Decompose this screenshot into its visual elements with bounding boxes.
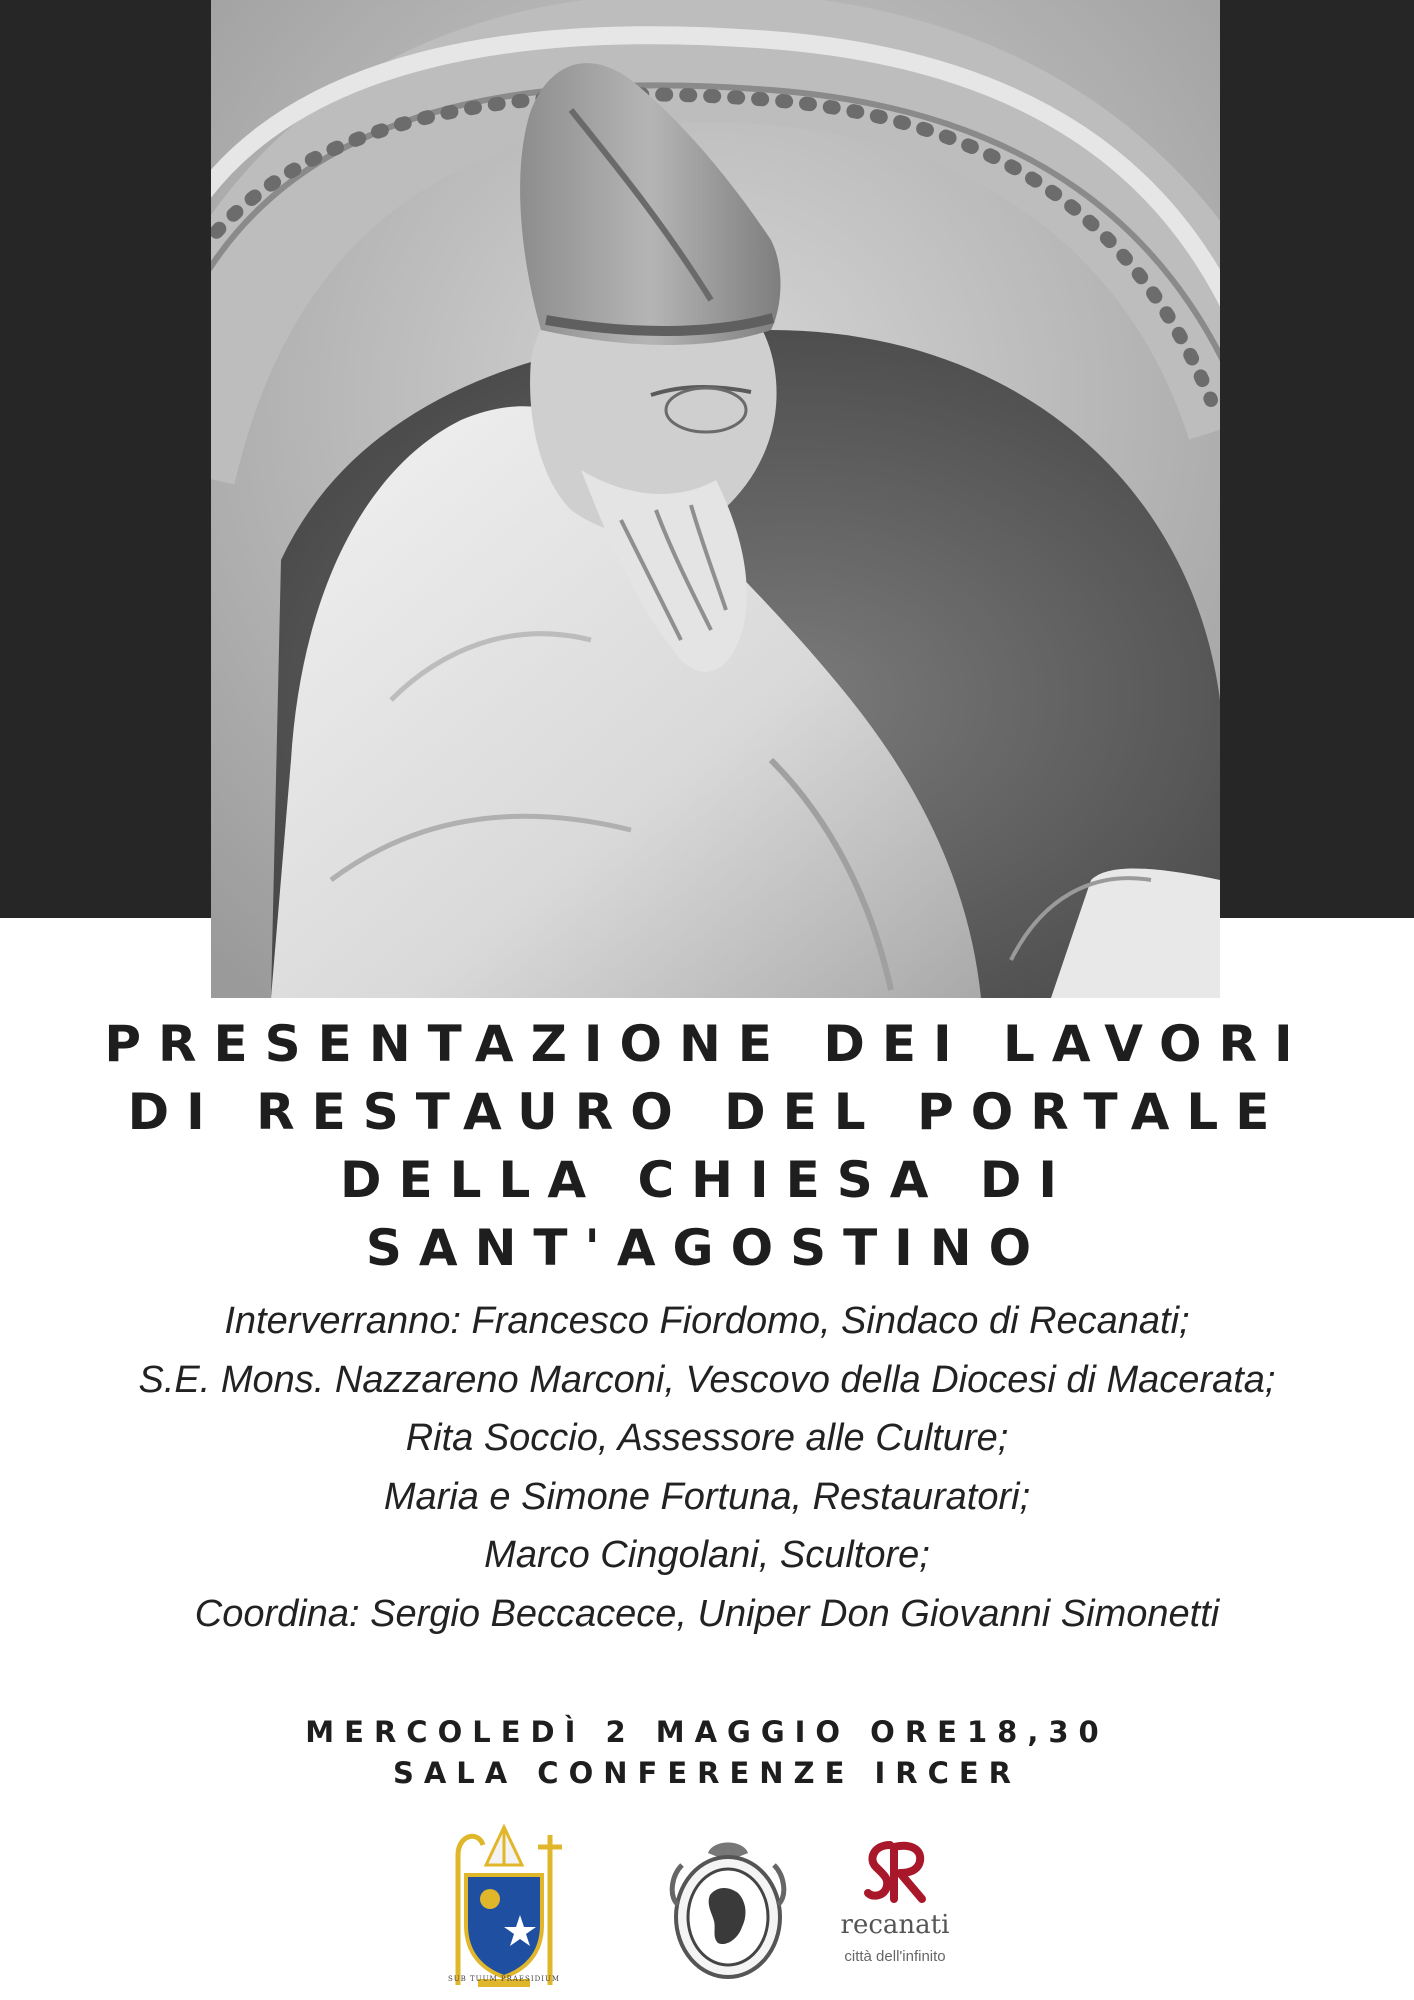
title-line-2: DI RESTAURO DEL PORTALE bbox=[127, 1083, 1287, 1141]
speaker-line: S.E. Mons. Nazzareno Marconi, Vescovo della Diocesi di Macerata; bbox=[138, 1358, 1276, 1401]
title-line-3: DELLA CHIESA DI bbox=[339, 1151, 1074, 1209]
speaker-line: Maria e Simone Fortuna, Restauratori; bbox=[383, 1475, 1031, 1518]
recanati-logo bbox=[860, 1835, 930, 1905]
event-venue: SALA CONFERENZE IRCER bbox=[392, 1756, 1022, 1790]
city-seal-logo bbox=[668, 1835, 788, 1985]
diocese-motto: SUB TUUM PRAESIDIUM bbox=[447, 1975, 561, 1983]
recanati-name: recanati bbox=[840, 1910, 950, 1940]
logos-row bbox=[0, 1815, 1414, 2000]
event-date-time: MERCOLEDÌ 2 MAGGIO ORE18,30 bbox=[305, 1715, 1109, 1749]
speaker-line: Coordina: Sergio Beccacece, Uniper Don Giovanni Simonetti bbox=[194, 1592, 1220, 1635]
event-details bbox=[0, 1712, 1414, 1794]
statue-photo bbox=[211, 0, 1220, 998]
speaker-line: Rita Soccio, Assessore alle Culture; bbox=[405, 1417, 1009, 1460]
speaker-line: Interverranno: Francesco Fiordomo, Sindaco di Recanati; bbox=[224, 1300, 1190, 1342]
speakers-list bbox=[0, 1292, 1414, 1644]
recanati-tagline: città dell'infinito bbox=[844, 1948, 946, 1965]
title-line-1: PRESENTAZIONE DEI LAVORI bbox=[104, 1015, 1310, 1073]
diocese-coat-of-arms-logo bbox=[438, 1815, 570, 1995]
title-line-4: SANT'AGOSTINO bbox=[365, 1219, 1049, 1277]
event-title bbox=[0, 1010, 1414, 1282]
speaker-line: Marco Cingolani, Scultore; bbox=[484, 1534, 930, 1577]
